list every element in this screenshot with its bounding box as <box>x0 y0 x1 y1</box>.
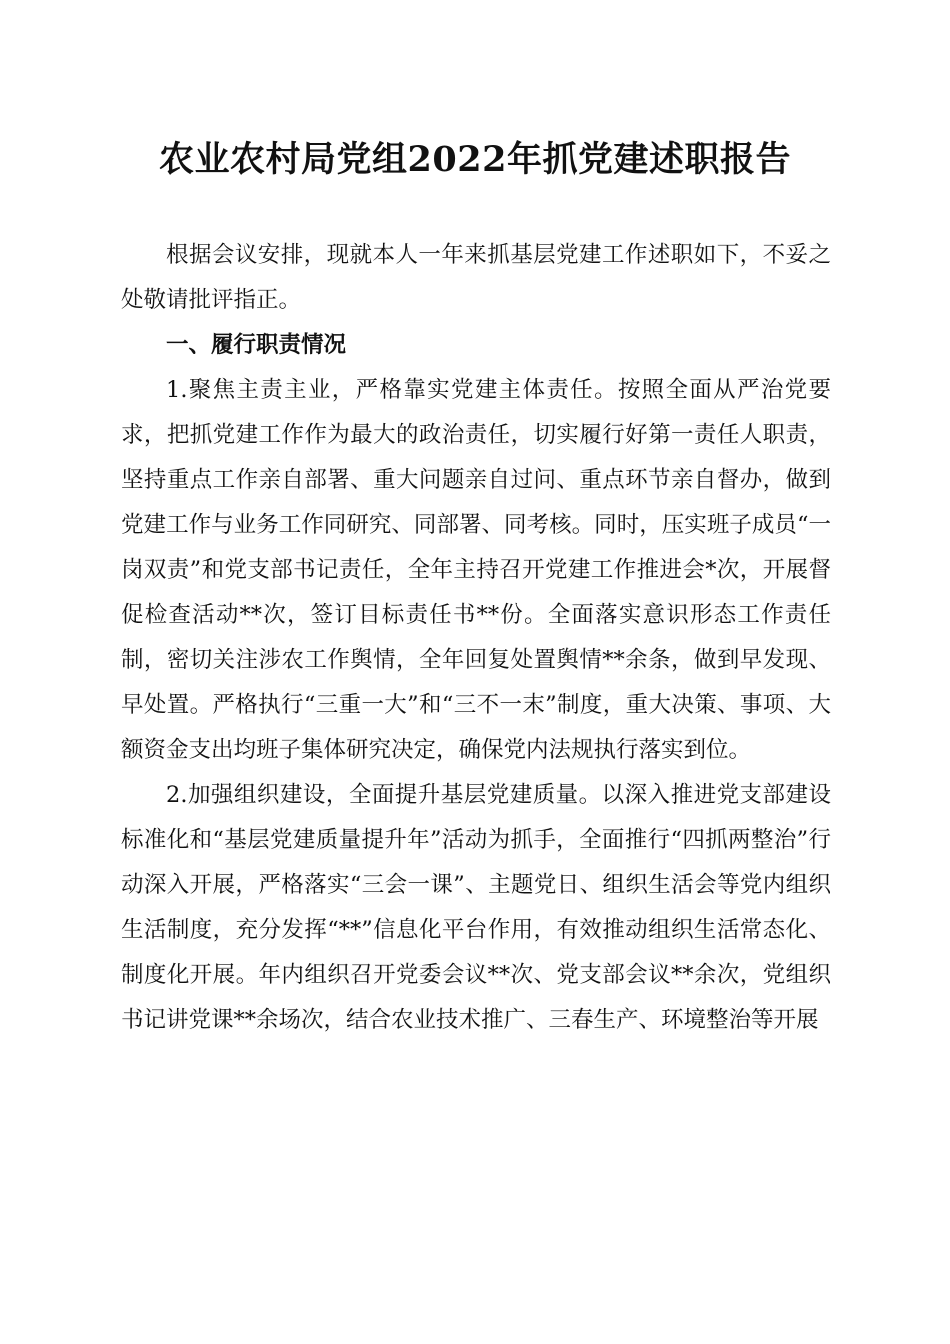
body-paragraph: 2.加强组织建设，全面提升基层党建质量。以深入推进党支部建设标准化和“基层党建质量提升年”活动为抓手，全面推行“四抓两整治”行动深入开展，严格落实“三会一课”、主题党日、组织生活会等党内组织生活制度，充分发挥“**”信息化平台作用，有效推动组织生活常态化、制度化开展。年内组织召开党委会议**次、党支部会议**余次，党组织书记讲党课**余场次，结合农业技术推广、三春生产、环境整治等开展 <box>121 782 831 1033</box>
intro-paragraph: 根据会议安排，现就本人一年来抓基层党建工作述职如下，不妥之处敬请批评指正。 <box>121 242 831 313</box>
body-paragraph: 1.聚焦主责主业，严格靠实党建主体责任。按照全面从严治党要求，把抓党建工作作为最大的政治责任，切实履行好第一责任人职责，坚持重点工作亲自部署、重大问题亲自过问、重点环节亲自督办，做到党建工作与业务工作同研究、同部署、同考核。同时，压实班子成员“一岗双责”和党支部书记责任，全年主持召开党建工作推进会*次，开展督促检查活动**次，签订目标责任书**份。全面落实意识形态工作责任制，密切关注涉农工作舆情，全年回复处置舆情**余条，做到早发现、早处置。严格执行“三重一大”和“三不一末”制度，重大决策、事项、大额资金支出均班子集体研究决定，确保党内法规执行落实到位。 <box>121 377 831 763</box>
document-body <box>121 233 831 1043</box>
document-title: 农业农村局党组2022年抓党建述职报告 <box>159 139 791 180</box>
section-heading: 一、履行职责情况 <box>166 332 347 358</box>
